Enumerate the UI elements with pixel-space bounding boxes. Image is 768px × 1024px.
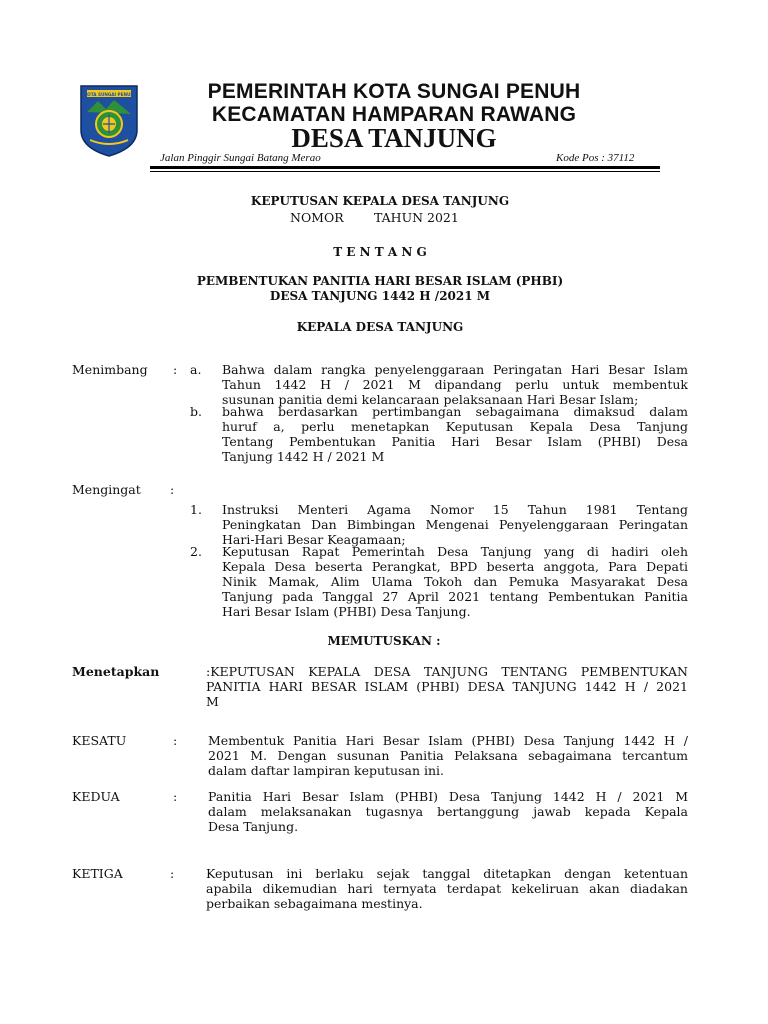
- mengingat-2-text: Keputusan Rapat Pemerintah Desa Tanjung yang di hadiri oleh Kepala Desa beserta Perangkat, BPD beserta anggota, Para Depati Ninik Mamak, Alim Ulama Tokoh dan Pemuka Masyarakat Desa Tanjung pada Tanggal 27 April 2021 tentang Pembentukan Panitia Hari Besar Islam (PHBI) Desa Tanjung.: [222, 544, 688, 619]
- svg-text:KOTA SUNGAI PENUH: KOTA SUNGAI PENUH: [84, 92, 134, 97]
- city-emblem-logo: [78, 82, 140, 158]
- menimbang-label: Menimbang: [72, 362, 148, 377]
- decree-subject-line1: PEMBENTUKAN PANITIA HARI BESAR ISLAM (PHBI): [196, 274, 564, 288]
- decree-subject-line2: DESA TANJUNG 1442 H /2021 M: [269, 289, 491, 303]
- menimbang-a-text: Bahwa dalam rangka penyelenggaraan Peringatan Hari Besar Islam Tahun 1442 H / 2021 M dipandang perlu untuk membentuk susunan panitia demi kelancaraan pelaksanaan Hari Besar Islam;: [222, 362, 688, 407]
- kesatu-label: KESATU: [72, 733, 127, 748]
- ketiga-label: KETIGA: [72, 866, 123, 881]
- mengingat-1-text: Instruksi Menteri Agama Nomor 15 Tahun 1981 Tentang Peningkatan Dan Bimbingan Mengenai Penyelenggaraan Peringatan Hari-Hari Besar Keagamaan;: [222, 502, 688, 547]
- decree-number-label: NOMOR: [290, 210, 344, 225]
- menimbang-a-marker: a.: [190, 362, 202, 377]
- header-divider: [150, 166, 660, 169]
- menetapkan-label: Menetapkan: [72, 664, 160, 679]
- menetapkan-text: :KEPUTUSAN KEPALA DESA TANJUNG TENTANG PEMBENTUKAN PANITIA HARI BESAR ISLAM (PHBI) DESA TANJUNG 1442 H / 2021 M: [206, 664, 688, 709]
- decree-year: TAHUN 2021: [374, 210, 459, 225]
- menimbang-colon: :: [173, 362, 178, 377]
- menimbang-b-marker: b.: [190, 404, 202, 419]
- decree-title: KEPUTUSAN KEPALA DESA TANJUNG: [250, 194, 510, 208]
- mengingat-1-marker: 1.: [190, 502, 202, 517]
- header-postal-code: Kode Pos : 37112: [556, 152, 635, 164]
- kesatu-colon: :: [173, 733, 178, 748]
- ketiga-colon: :: [170, 866, 175, 881]
- kedua-colon: :: [173, 789, 178, 804]
- ketiga-text: Keputusan ini berlaku sejak tanggal ditetapkan dengan ketentuan apabila dikemudian hari ternyata terdapat kekeliruan akan diadakan perbaikan sebagaimana mestinya.: [206, 866, 688, 911]
- header-village: DESA TANJUNG: [291, 123, 497, 153]
- kedua-text: Panitia Hari Besar Islam (PHBI) Desa Tanjung 1442 H / 2021 M dalam melaksanakan tugasnya bertanggung jawab kepada Kepala Desa Tanjung.: [208, 789, 688, 834]
- header-district: KECAMATAN HAMPARAN RAWANG: [211, 103, 577, 126]
- memutuskan-heading: MEMUTUSKAN :: [327, 634, 441, 648]
- decree-authority: KEPALA DESA TANJUNG: [296, 320, 464, 334]
- header-address: Jalan Pinggir Sungai Batang Merao: [160, 152, 321, 164]
- header-government: PEMERINTAH KOTA SUNGAI PENUH: [207, 80, 581, 103]
- kedua-label: KEDUA: [72, 789, 120, 804]
- mengingat-label: Mengingat: [72, 482, 141, 497]
- mengingat-colon: :: [170, 482, 175, 497]
- decree-tentang: T E N T A N G: [333, 245, 427, 259]
- kesatu-text: Membentuk Panitia Hari Besar Islam (PHBI) Desa Tanjung 1442 H / 2021 M. Dengan susunan Panitia Pelaksana sebagaimana tercantum dalam daftar lampiran keputusan ini.: [208, 733, 688, 778]
- header-divider-thin: [150, 171, 660, 172]
- menimbang-b-text: bahwa berdasarkan pertimbangan sebagaimana dimaksud dalam huruf a, perlu menetapkan Keputusan Kepala Desa Tanjung Tentang Pembentukan Panitia Hari Besar Islam (PHBI) Desa Tanjung 1442 H / 2021 M: [222, 404, 688, 464]
- mengingat-2-marker: 2.: [190, 544, 202, 559]
